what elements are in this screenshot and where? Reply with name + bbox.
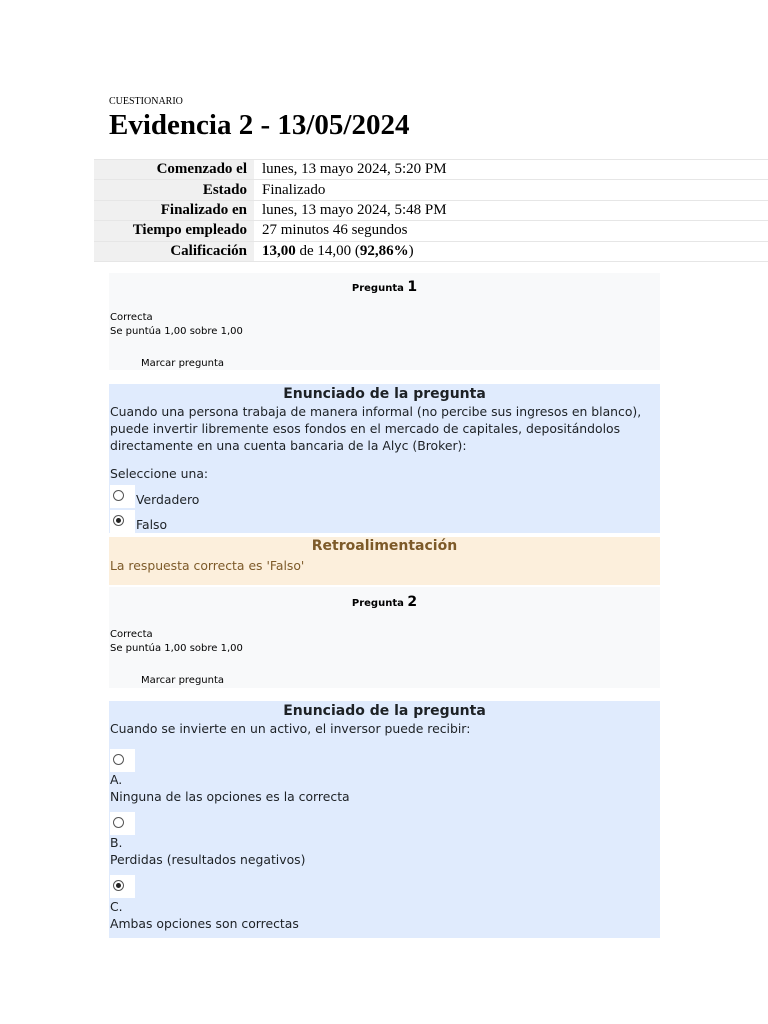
question-1-select-prompt: Seleccione una: [110, 466, 209, 481]
question-prefix: Pregunta [351, 283, 404, 294]
radio-checked-icon [113, 515, 124, 526]
option-verdadero-label[interactable]: Verdadero [136, 492, 200, 507]
feedback-text: La respuesta correcta es 'Falso' [110, 558, 305, 573]
option-c-radio[interactable] [110, 875, 135, 898]
grade-of: de 14,00 ( [295, 242, 360, 259]
option-c-label[interactable]: Ambas opciones son correctas [110, 916, 299, 931]
attempt-summary-table [94, 159, 768, 262]
option-falso-radio[interactable] [110, 510, 135, 533]
radio-unchecked-icon [113, 817, 124, 828]
summary-value: 27 minutos 46 segundos [254, 221, 768, 241]
question-1-state: Correcta [110, 312, 153, 323]
option-b-letter: B. [110, 835, 123, 850]
question-1-content [109, 384, 660, 533]
grade-score: 13,00 [262, 242, 296, 259]
question-2-flag-link[interactable]: Marcar pregunta [141, 675, 225, 686]
question-number: 2 [407, 594, 418, 610]
summary-label: Tiempo empleado [94, 221, 254, 241]
summary-value: lunes, 13 mayo 2024, 5:20 PM [254, 160, 768, 180]
summary-row-time [94, 221, 768, 241]
summary-row-grade [94, 241, 768, 261]
summary-label: Estado [94, 180, 254, 200]
summary-label: Comenzado el [94, 160, 254, 180]
grade-close: ) [408, 242, 414, 259]
summary-label: Calificación [94, 241, 254, 261]
radio-unchecked-icon [113, 490, 124, 501]
question-1-text: Cuando una persona trabaja de manera informal (no percibe sus ingresos en blanco), puede invertir libremente esos fondos en el mercado de capitales, depositándolos directamente en una cuenta bancaria de la Alyc (Broker): [110, 404, 642, 453]
question-2-text: Cuando se invierte en un activo, el inversor puede recibir: [110, 721, 471, 736]
question-2-heading: Enunciado de la pregunta [283, 703, 486, 719]
summary-label: Finalizado en [94, 200, 254, 220]
summary-row-finished [94, 200, 768, 220]
page-title: Evidencia 2 - 13/05/2024 [109, 109, 410, 141]
summary-row-state [94, 180, 768, 200]
option-a-radio[interactable] [110, 749, 135, 772]
summary-row-started [94, 160, 768, 180]
question-prefix: Pregunta [351, 598, 404, 609]
question-2-state: Correcta [110, 629, 153, 640]
question-2-info [109, 587, 660, 688]
question-2-grade: Se puntúa 1,00 sobre 1,00 [110, 643, 243, 654]
option-a-label[interactable]: Ninguna de las opciones es la correcta [110, 789, 350, 804]
option-a-letter: A. [110, 772, 123, 787]
radio-checked-icon [113, 880, 124, 891]
question-1-heading: Enunciado de la pregunta [283, 386, 486, 402]
question-1-info [109, 273, 660, 370]
radio-unchecked-icon [113, 754, 124, 765]
question-2-number [109, 594, 660, 610]
summary-grade-value [254, 241, 768, 261]
option-b-radio[interactable] [110, 812, 135, 835]
feedback-heading: Retroalimentación [311, 538, 458, 554]
question-2-content [109, 701, 660, 938]
question-1-feedback [109, 537, 660, 585]
grade-percent: 92,86% [359, 242, 409, 259]
summary-value: lunes, 13 mayo 2024, 5:48 PM [254, 200, 768, 220]
summary-value: Finalizado [254, 180, 768, 200]
question-1-flag-link[interactable]: Marcar pregunta [141, 358, 225, 369]
option-falso-label[interactable]: Falso [136, 517, 168, 532]
option-c-letter: C. [110, 899, 123, 914]
option-verdadero-radio[interactable] [110, 485, 135, 508]
option-b-label[interactable]: Perdidas (resultados negativos) [110, 852, 306, 867]
question-number: 1 [407, 279, 418, 295]
question-1-grade: Se puntúa 1,00 sobre 1,00 [110, 326, 243, 337]
breadcrumb[interactable]: CUESTIONARIO [109, 96, 183, 107]
question-1-number [109, 279, 660, 295]
